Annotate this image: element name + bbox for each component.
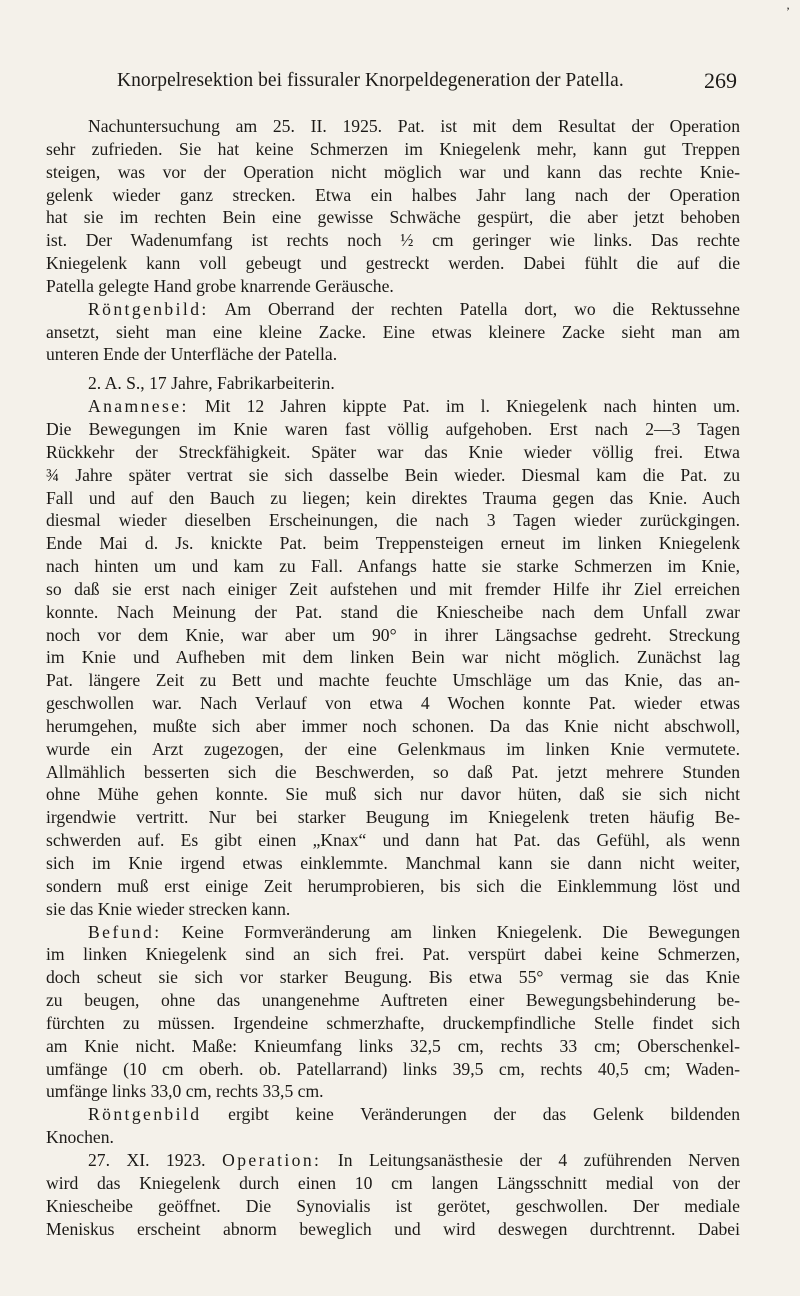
line-text: ergibt keine Veränderungen der das Gelenk bildenden [201,1104,740,1125]
text-line: doch scheut sie sich vor starker Beugung. Bis etwa 55° vermag sie das Knie [46,967,740,988]
spaced-heading: Röntgenbild [88,1104,202,1125]
text-line: zu beugen, ohne das unangenehme Auftreten einer Bewegungsbehinderung be- [46,990,740,1011]
page-header [117,70,737,100]
text-line: hat sie im rechten Bein eine gewisse Schwäche gespürt, die aber jetzt behoben [46,207,740,228]
text-line: schwerden auf. Es gibt einen „Knax“ und dann hat Pat. das Gefühl, als wenn [46,830,740,851]
corner-mark: ’ [786,4,790,18]
paragraph [46,1103,740,1149]
page-number: 269 [704,68,737,93]
text-line: Knochen. [46,1127,114,1148]
text-line: Nachuntersuchung am 25. II. 1925. Pat. ist mit dem Resultat der Operation [88,116,740,136]
paragraph [46,395,740,920]
text-line: wurde ein Arzt zugezogen, der eine Gelenkmaus im linken Knie vermutete. [46,738,740,759]
line-text: Am Oberrand der rechten Patella dort, wo die Rektussehne [208,298,740,319]
text-line: gelenk wieder ganz strecken. Etwa ein halbes Jahr lang nach der Operation [46,184,740,205]
text-line: konnte. Nach Meinung der Pat. stand die Kniescheibe nach dem Unfall zwar [46,601,740,622]
text-line [46,921,740,944]
line-text: Keine Formveränderung am linken Kniegelenk. Die Bewegungen [161,921,740,942]
body-text [46,115,740,1240]
text-line: diesmal wieder dieselben Erscheinungen, die nach 3 Tagen wieder zurückgingen. [46,510,740,531]
text-line: ohne Mühe gehen konnte. Sie muß sich nur davor hüten, daß sie sich nicht [46,784,740,805]
text-line [46,1103,740,1126]
paragraph [46,921,740,1104]
text-line: wird das Kniegelenk durch einen 10 cm langen Längsschnitt medial von der [46,1172,740,1193]
text-line: umfänge links 33,0 cm, rechts 33,5 cm. [46,1081,324,1102]
text-line: so daß sie erst nach einiger Zeit aufstehen und mit fremder Hilfe ihr Ziel erreichen [46,578,740,599]
text-line: nach hinten um und kam zu Fall. Anfangs hatte sie starke Schmerzen im Knie, [46,556,740,577]
text-line: 2. A. S., 17 Jahre, Fabrikarbeiterin. [88,373,335,394]
text-line: fürchten zu müssen. Irgendeine schmerzhafte, druckempfindliche Stelle findet sich [46,1012,740,1033]
spaced-heading: Röntgenbild: [88,298,209,319]
text-line: sehr zufrieden. Sie hat keine Schmerzen im Kniegelenk mehr, kann gut Treppen [46,138,740,159]
paragraph [46,115,740,298]
text-line: Die Bewegungen im Knie waren fast völlig aufgehoben. Erst nach 2—3 Tagen [46,418,740,439]
text-line: Kniescheibe geöffnet. Die Synovialis ist gerötet, geschwollen. Der mediale [46,1195,740,1216]
text-line: steigen, was vor der Operation nicht möglich war und kann das rechte Knie- [46,161,740,182]
text-line: ¾ Jahre später vertrat sie sich dasselbe Bein wieder. Diesmal kam die Pat. zu [46,464,740,485]
line-text: Mit 12 Jahren kippte Pat. im l. Kniegelenk nach hinten um. [188,396,740,417]
text-line: Rückkehr der Streckfähigkeit. Später war das Knie wieder völlig frei. Etwa [46,441,740,462]
text-line: ist. Der Wadenumfang ist rechts noch ½ cm geringer wie links. Das rechte [46,230,740,251]
text-line [46,298,740,321]
text-line: Fall und auf den Bauch zu liegen; kein direktes Trauma gegen das Knie. Auch [46,487,740,508]
spaced-heading: Operation: [222,1149,322,1170]
text-line: unteren Ende der Unterfläche der Patella. [46,344,338,365]
text-line: am Knie nicht. Maße: Knieumfang links 32,5 cm, rechts 33 cm; Oberschenkel- [46,1035,740,1056]
text-line: umfänge (10 cm oberh. ob. Patellarrand) links 39,5 cm, rechts 40,5 cm; Waden- [46,1058,740,1079]
text-line: Kniegelenk kann voll gebeugt und gestreckt werden. Dabei fühlt die auf die [46,253,740,274]
line-text: 27. XI. 1923. [88,1149,223,1170]
text-line: Patella gelegte Hand grobe knarrende Geräusche. [46,275,394,296]
text-line: noch vor dem Knie, war aber um 90° in ihrer Längsachse gedreht. Streckung [46,624,740,645]
text-line [46,395,740,418]
line-text: In Leitungsanästhesie der 4 zuführenden Nerven [321,1149,740,1170]
text-line [46,1149,740,1172]
running-title: Knorpelresektion bei fissuraler Knorpeldegeneration der Patella. [117,70,624,91]
text-line: Meniskus erscheint abnorm beweglich und wird deswegen durchtrennt. Dabei [46,1218,740,1239]
spaced-heading: Befund: [88,921,162,942]
text-line: sich im Knie irgend etwas einklemmte. Manchmal kann sie dann nicht weiter, [46,853,740,873]
paragraph [46,366,740,395]
text-line: ansetzt, sieht man eine kleine Zacke. Eine etwas kleinere Zacke sieht man am [46,321,740,342]
text-line: irgendwie vertritt. Nur bei starker Beugung im Kniegelenk treten häufig Be- [46,807,740,828]
text-line: herumgehen, mußte sich aber immer noch schonen. Da das Knie nicht abschwoll, [46,715,740,736]
paragraph [46,1149,740,1240]
text-line: im linken Kniegelenk sind an sich frei. Pat. verspürt dabei keine Schmerzen, [46,944,740,965]
paragraph [46,298,740,367]
text-line: Pat. längere Zeit zu Bett und machte feuchte Umschläge um das Knie, das an- [46,670,740,691]
spaced-heading: Anamnese: [88,396,189,417]
text-line: sondern muß erst einige Zeit herumprobieren, bis sich die Einklemmung löst und [46,875,740,896]
text-line: sie das Knie wieder strecken kann. [46,898,291,919]
text-line: Allmählich besserten sich die Beschwerden, so daß Pat. jetzt mehrere Stunden [46,761,740,782]
text-line: geschwollen war. Nach Verlauf von etwa 4 Wochen konnte Pat. wieder etwas [46,693,740,714]
text-line: im Knie und Aufheben mit dem linken Bein war nicht möglich. Zunächst lag [46,647,740,668]
text-line: Ende Mai d. Js. knickte Pat. beim Treppensteigen erneut im linken Kniegelenk [46,533,740,554]
